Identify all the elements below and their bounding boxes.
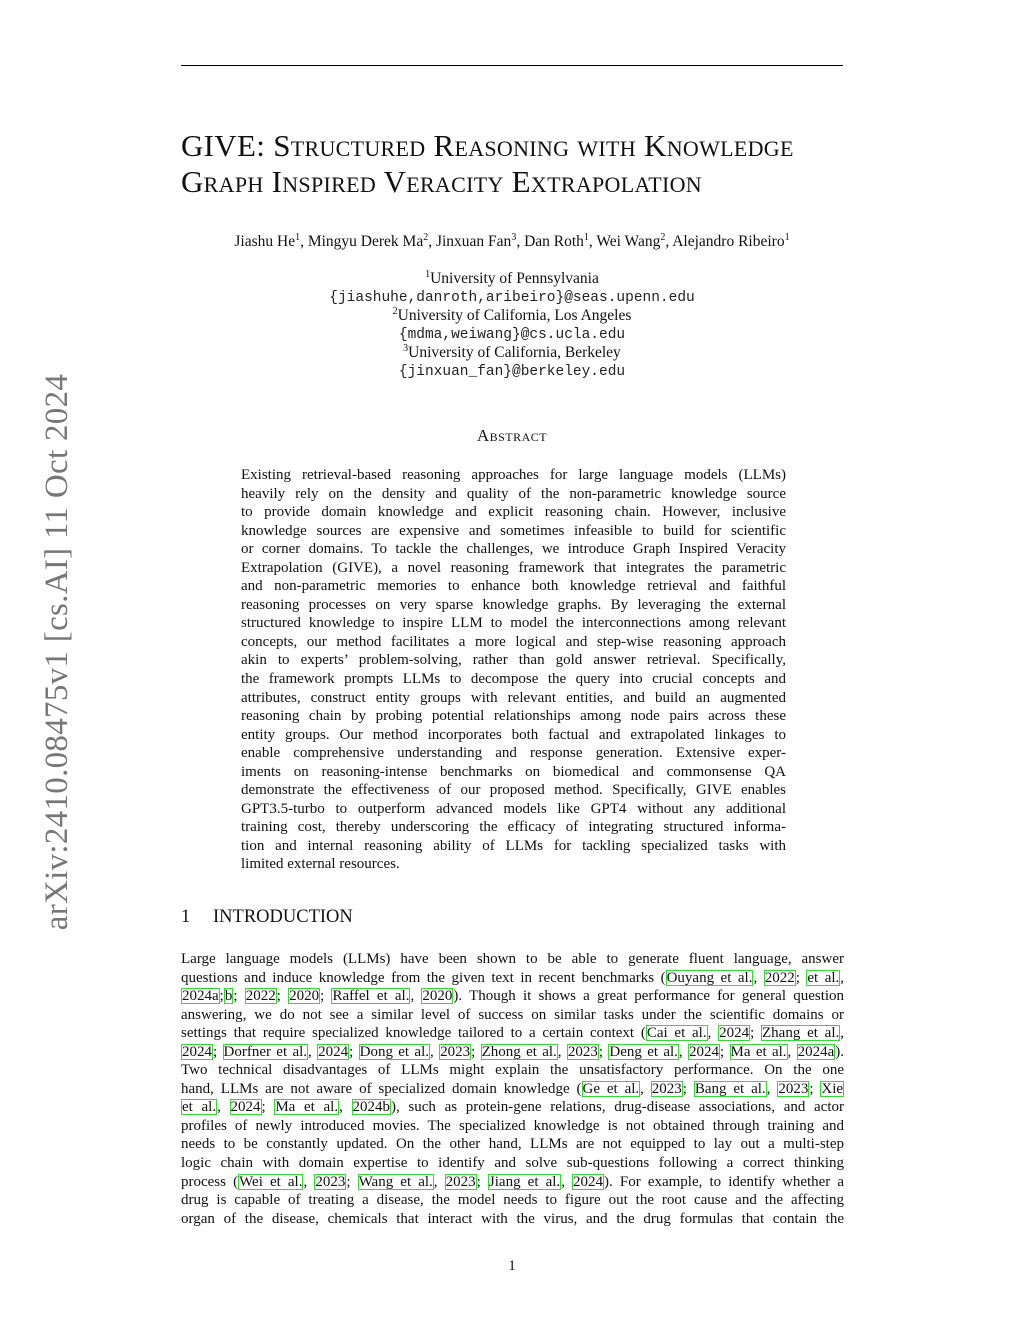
paragraph-line [181, 1210, 844, 1229]
citation-link[interactable]: Ouyang et al. [666, 969, 753, 986]
paragraph-line [181, 1080, 844, 1099]
text-span: organ of the disease, chemicals that interact with the virus, and the drug formulas that contain the [181, 1210, 844, 1227]
author-name: Alejandro Ribeiro [672, 233, 785, 250]
text-span: settings that require specialized knowledge tailored to a certain context ( [181, 1025, 646, 1042]
abstract-line: entity groups. Our method incorporates both factual and extrapolated linkages to [241, 726, 786, 743]
email-address: {mdma,weiwang}@cs.ucla.edu [398, 326, 626, 343]
author-name: Jiashu He [234, 233, 296, 250]
abstract-line: akin to experts’ problem-solving, rather than gold answer retrieval. Specifically, [241, 652, 786, 669]
text-span: ; [598, 1043, 609, 1060]
citation-link[interactable]: Raffel et al. [332, 988, 410, 1005]
top-rule [181, 65, 843, 66]
paragraph-line [181, 1061, 844, 1080]
citation-link[interactable]: 2023 [651, 1080, 682, 1097]
affiliation-marker: 1 [583, 231, 589, 243]
title-line: Graph Inspired Veracity Extrapolation [181, 164, 702, 199]
text-span: ; [233, 988, 245, 1005]
paragraph-line [181, 1135, 844, 1154]
abstract-line: concepts, our method facilitates a more logical and step-wise reasoning approach [241, 633, 786, 650]
citation-link[interactable]: Zhang et al. [762, 1025, 840, 1042]
abstract-line: attributes, construct entity groups with relevant entities, and build an augmented [241, 689, 786, 706]
text-span: needs to be constantly updated. On the other hand, LLMs are not equipped to lay out a multi-step [181, 1136, 844, 1153]
text-span: ; [750, 1025, 762, 1042]
paragraph-line [181, 1024, 844, 1043]
citation-link[interactable]: Zhong et al. [481, 1043, 557, 1060]
abstract-line: to provide domain knowledge and explicit reasoning chain. However, inclusive [241, 504, 786, 521]
text-span: , [430, 1043, 440, 1060]
text-span: , [678, 1043, 688, 1060]
citation-link[interactable]: Jiang et al. [488, 1173, 561, 1190]
citation-link[interactable]: Wang et al. [358, 1173, 433, 1190]
text-span: ; [795, 969, 807, 986]
paragraph-line [181, 1117, 844, 1136]
text-span: , [410, 988, 422, 1005]
citation-link[interactable]: 2023 [445, 1173, 476, 1190]
text-span: ; [476, 1173, 488, 1190]
abstract-line: GPT3.5-turbo to outperform advanced models like GPT4 without any additional [241, 800, 786, 817]
citation-link[interactable]: Ge et al. [582, 1080, 640, 1097]
author-list: Jiashu He$^1$, Mingyu Derek Ma$^2$, Jinxuan Fan$^3$, Dan Roth$^1$, Wei Wang$^2$, Alejandro Ribeiro$^1$ [234, 231, 790, 250]
author-name: Mingyu Derek Ma [307, 233, 424, 250]
paragraph-line [181, 1043, 844, 1062]
citation-link[interactable]: et al. [807, 969, 840, 986]
author-name: Wei Wang [596, 233, 661, 250]
author-name: Dan Roth [524, 233, 584, 250]
citation-link[interactable]: 2024b [352, 1099, 391, 1116]
text-span: , [561, 1173, 573, 1190]
citation-link[interactable]: 2024 [182, 1043, 212, 1060]
citation-link[interactable]: et al. [182, 1099, 217, 1116]
page-number: 1 [508, 1258, 516, 1274]
abstract-line: reasoning processes on very sparse knowledge graphs. By leveraging the external [241, 596, 786, 613]
affiliation: $^2$University of California, Los Angeles [392, 305, 632, 324]
citation-link[interactable]: 2023 [778, 1080, 809, 1097]
affiliation: $^1$University of Pennsylvania [425, 268, 599, 287]
text-span: ; [346, 1173, 358, 1190]
introduction-body [181, 950, 844, 1228]
email-address: {jinxuan_fan}@berkeley.edu [398, 363, 626, 380]
citation-link[interactable]: Dorfner et al. [223, 1043, 308, 1060]
affiliation-marker: 2 [660, 231, 666, 243]
citation-link[interactable]: b [224, 988, 233, 1005]
text-span: , [640, 1080, 651, 1097]
affiliation-marker: 3 [511, 231, 517, 243]
abstract-line: enable comprehensive understanding and response generation. Extensive exper- [241, 745, 786, 762]
text-span: Two technical disadvantages of LLMs might explain the unsatisfactory performance. On the one [181, 1062, 844, 1079]
text-span: ; [720, 1043, 730, 1060]
paragraph-line [181, 1191, 844, 1210]
citation-link[interactable]: 2024 [230, 1099, 261, 1116]
abstract-line: training cost, thereby underscoring the efficacy of integrating structured informa- [241, 819, 786, 836]
paragraph-line [181, 1098, 844, 1117]
paragraph-line [181, 969, 844, 988]
citation-link[interactable]: Cai et al. [646, 1025, 707, 1042]
citation-link[interactable]: 2020 [422, 988, 453, 1005]
abstract-line: or corner domains. To tackle the challenges, we introduce Graph Inspired Veracity [241, 541, 786, 558]
text-span: , [766, 1080, 778, 1097]
citation-link[interactable]: 2023 [315, 1173, 346, 1190]
citation-link[interactable]: Bang et al. [694, 1080, 766, 1097]
text-span: ; [809, 1080, 821, 1097]
email-address: {jiashuhe,danroth,aribeiro}@seas.upenn.edu [329, 289, 695, 306]
abstract-line: and non-parametric memories to enhance both knowledge retrieval and faithful [241, 578, 786, 595]
text-span: ; [219, 988, 224, 1005]
citation-link[interactable]: 2024a [182, 988, 219, 1005]
affiliation-list [140, 270, 884, 381]
section-heading [181, 907, 353, 928]
arxiv-identifier: arXiv:2410.08475v1 [cs.AI] 11 Oct 2024 [39, 373, 75, 931]
text-span: ; [682, 1080, 694, 1097]
abstract-line: reasoning chain by probing potential relationships among node pairs across these [241, 708, 786, 725]
citation-link[interactable]: Wei et al. [239, 1173, 303, 1190]
paragraph-line [181, 1154, 844, 1173]
citation-link[interactable]: 2024 [719, 1025, 750, 1042]
text-span: , [840, 969, 845, 986]
text-span: ). Though it shows a great performance for general question [453, 988, 845, 1005]
abstract-line: iments on reasoning-intense benchmarks on biomedical and commonsense QA [241, 763, 786, 780]
citation-link[interactable]: 2022 [245, 988, 276, 1005]
paper-title [181, 128, 861, 200]
affiliation-marker: 1 [784, 231, 790, 243]
abstract-line: structured knowledge to inspire LLM to model the interconnections among relevant [241, 615, 786, 632]
text-span: answering, we do not see a similar level of success on similar tasks under the scientific domains or [181, 1006, 844, 1023]
text-span: , [433, 1173, 445, 1190]
paragraph-line [181, 1173, 844, 1192]
text-span: logic chain with domain expertise to identify and solve sub-questions following a correct thinking [181, 1155, 844, 1172]
section-number: 1 [181, 907, 191, 927]
citation-link[interactable]: 2023 [440, 1043, 471, 1060]
affiliation-marker: 1 [295, 231, 301, 243]
paragraph-line [181, 987, 844, 1006]
text-span: , [303, 1173, 315, 1190]
author-name: Jinxuan Fan [435, 233, 512, 250]
text-span: Large language models (LLMs) have been shown to be able to generate fluent language, answer [181, 951, 844, 967]
text-span: , [840, 1025, 844, 1042]
title-line: GIVE: Structured Reasoning with Knowledge [181, 128, 794, 163]
abstract-line: knowledge sources are expensive and sometimes infeasible to build for scientific [241, 522, 786, 539]
citation-link[interactable]: Xie [821, 1080, 844, 1097]
citation-link[interactable]: 2024 [573, 1173, 604, 1190]
citation-link[interactable]: Deng et al. [609, 1043, 678, 1060]
paragraph-line [181, 950, 844, 969]
text-span: questions and induce knowledge from the given text in recent benchmarks ( [181, 969, 666, 986]
text-span: , [557, 1043, 567, 1060]
text-span: hand, LLMs are not aware of specialized domain knowledge ( [181, 1080, 582, 1097]
text-span: ; [213, 1043, 223, 1060]
text-span: , [217, 1099, 230, 1116]
paragraph-line [181, 1006, 844, 1025]
citation-link[interactable]: 2020 [289, 988, 320, 1005]
citation-link[interactable]: 2024 [689, 1043, 719, 1060]
text-span: ). For example, to identify whether a [604, 1173, 845, 1190]
citation-link[interactable]: 2024a [797, 1043, 835, 1060]
text-span: ; [471, 1043, 481, 1060]
citation-link[interactable]: 2022 [764, 969, 795, 986]
affiliation: $^3$University of California, Berkeley [403, 342, 621, 361]
abstract-line: the framework prompts LLMs to decompose the query into crucial concepts and [241, 671, 786, 688]
citation-link[interactable]: Ma et al. [275, 1099, 339, 1116]
text-span: ; [320, 988, 332, 1005]
abstract-body [241, 466, 786, 874]
text-span: ; [276, 988, 289, 1005]
text-span: process ( [181, 1173, 239, 1190]
abstract-heading: Abstract [476, 426, 548, 445]
text-span: , [308, 1043, 318, 1060]
text-span: ), such as protein-gene relations, drug-disease associations, and actor [391, 1099, 844, 1116]
text-span: ; [349, 1043, 359, 1060]
text-span: ; [261, 1099, 275, 1116]
text-span: ). [835, 1043, 845, 1060]
text-span: drug is capable of treating a disease, the model needs to figure out the root cause and the affecting [181, 1192, 844, 1209]
text-span: , [787, 1043, 797, 1060]
abstract-line: heavily rely on the density and quality of the non-parametric knowledge source [241, 485, 786, 502]
abstract-line: Existing retrieval-based reasoning approaches for large language models (LLMs) [241, 467, 786, 483]
citation-link[interactable]: Dong et al. [359, 1043, 429, 1060]
affiliation-marker: 2 [423, 231, 429, 243]
abstract-line: tion and internal reasoning ability of LLMs for tackling specialized tasks with [241, 837, 786, 854]
citation-link[interactable]: Ma et al. [730, 1043, 787, 1060]
text-span: , [339, 1099, 352, 1116]
text-span: , [753, 969, 764, 986]
text-span: , [707, 1025, 719, 1042]
abstract-line: demonstrate the effectiveness of our proposed method. Specifically, GIVE enables [241, 782, 786, 799]
text-span: profiles of newly introduced movies. The specialized knowledge is not obtained through training and [181, 1117, 844, 1134]
abstract-line: Extrapolation (GIVE), a novel reasoning framework that integrates the parametric [241, 559, 786, 576]
abstract-line: limited external resources. [241, 856, 400, 873]
section-title: INTRODUCTION [213, 907, 353, 927]
citation-link[interactable]: 2024 [318, 1043, 349, 1060]
citation-link[interactable]: 2023 [567, 1043, 598, 1060]
